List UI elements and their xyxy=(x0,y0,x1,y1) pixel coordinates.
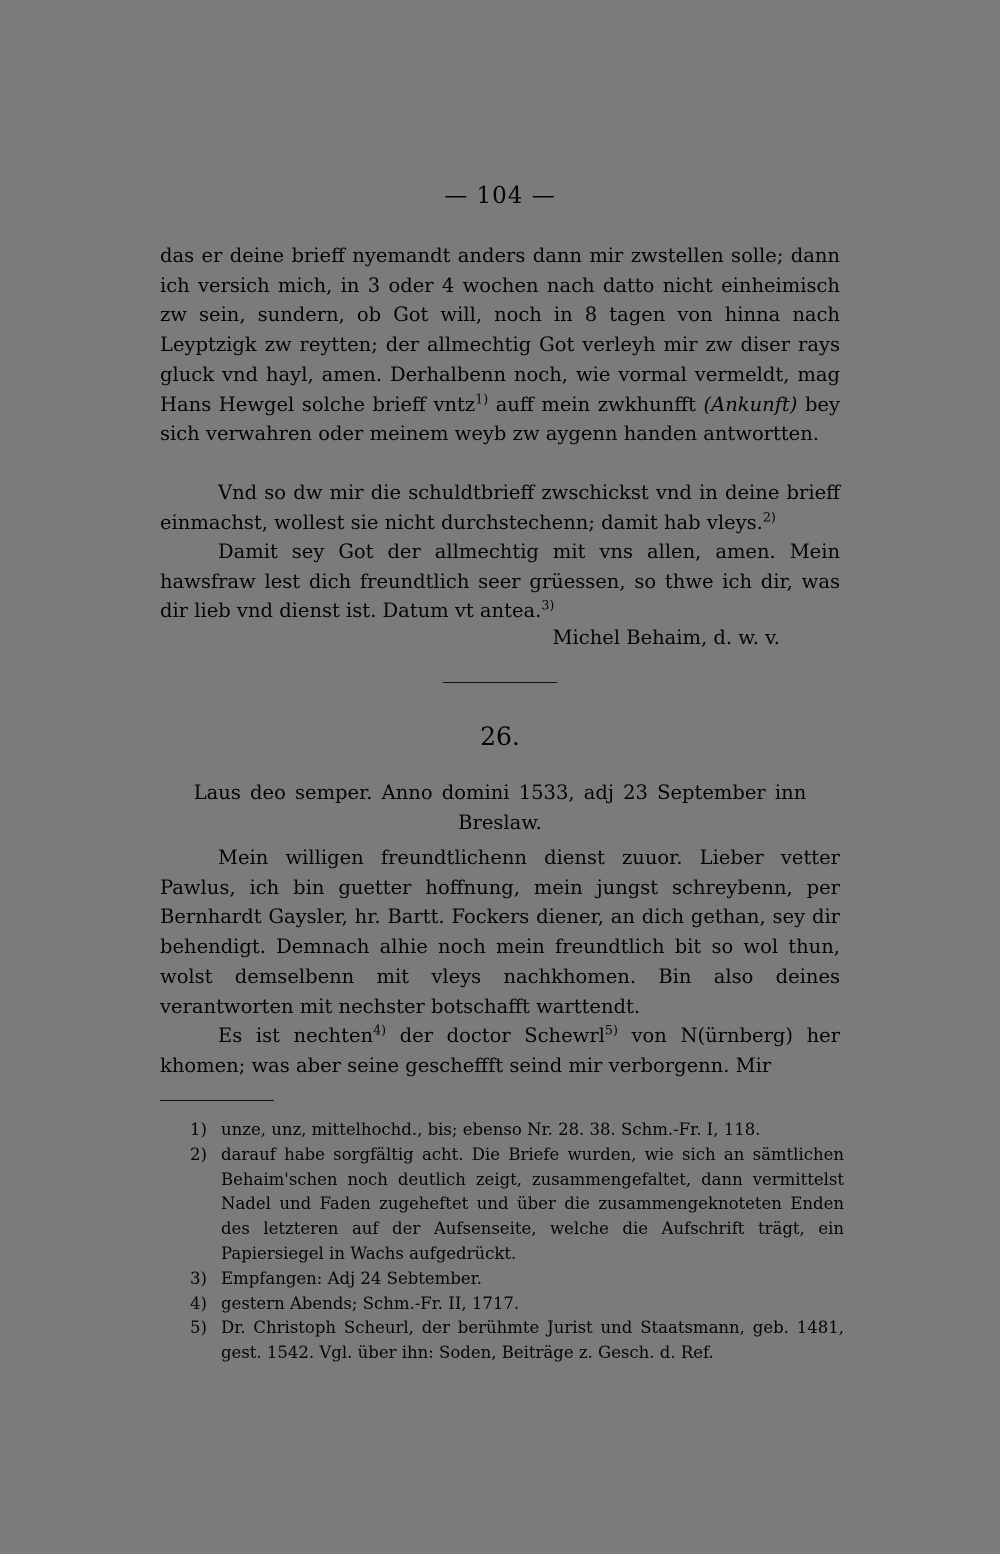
footnote-2 xyxy=(190,1143,844,1267)
paragraph-text: von N(ürnberg) her khomen; was aber seine gescheffft seind mir verborgenn. Mir xyxy=(160,1024,841,1077)
footnote-mark: 4) xyxy=(190,1293,207,1313)
footnote-text: gestern Abends; Schm.-Fr. II, 1717. xyxy=(221,1293,520,1313)
paragraph-text: auff mein zwkhunfft xyxy=(488,392,704,416)
letter-number: 26. xyxy=(480,722,520,751)
editor-gloss: (Ankunft) xyxy=(703,392,798,416)
footnote-ref-5: 5) xyxy=(604,1022,618,1038)
footnote-text: Empfangen: Adj 24 Sebtember. xyxy=(221,1268,482,1288)
paragraph-text: bey sich verwahren oder meinem weyb zw aygenn handen antwortten. xyxy=(160,392,840,446)
footnote-mark: 5) xyxy=(190,1318,207,1338)
body-paragraph-3 xyxy=(160,537,840,626)
paragraph-text: Es ist nechten xyxy=(218,1024,374,1047)
footnote-text: darauf habe sorgfältig acht. Die Briefe wurden, wie sich an sämtlichen Behaim'schen noch deutlich zeigt, zusammengefaltet, dann vermittelst Nadel und Faden zugeheftet und über die zusammengeknoteten Enden des letzteren auf der Aufsenseite, welche die Aufschrift trägt, ein Papiersiegel in Wachs aufgedrückt. xyxy=(221,1144,844,1263)
letter-heading-line-2: Breslaw. xyxy=(458,811,542,834)
signature: Michel Behaim, d. w. v. xyxy=(552,626,780,649)
paragraph-text: Vnd so dw mir die schuldtbrieff zwschickst vnd in deine brieff einmachst, wollest sie nicht durchstechenn; damit hab vleys. xyxy=(160,481,840,534)
footnote-ref-2: 2) xyxy=(762,509,776,525)
footnote-mark: 3) xyxy=(190,1268,207,1288)
footnote-ref-4: 4) xyxy=(373,1022,387,1038)
paragraph-text: Damit sey Got der allmechtig mit vns allen, amen. Mein hawsfraw lest dich freundtlich seer grüessen, so thwe ich dir, was dir lieb vnd dienst ist. Datum vt antea. xyxy=(160,540,840,623)
footnote-3 xyxy=(190,1267,844,1292)
footnote-5 xyxy=(190,1316,844,1366)
footnote-ref-1: 1) xyxy=(475,391,489,407)
footnote-1 xyxy=(190,1118,844,1143)
footnote-mark: 1) xyxy=(190,1120,207,1139)
footnote-text: Dr. Christoph Scheurl, der berühmte Jurist und Staatsmann, geb. 1481, gest. 1542. Vgl. über ihn: Soden, Beiträge z. Gesch. d. Ref. xyxy=(221,1318,844,1363)
paragraph-text: das er deine brieff nyemandt anders dann mir zwstellen solle; dann ich versich mich, in 3 oder 4 wochen nach datto nicht einheimisch zw sein, sundern, ob Got will, noch in 8 tagen von hinna nach Leyptzigk zw reytten; der allmechtig Got verleyh mir zw diser rays gluck vnd hayl, amen. Derhalbenn noch, wie vormal vermeldt, mag Hans Hewgel solche brieff vntz xyxy=(160,244,840,416)
paragraph-text: der doctor Schewrl xyxy=(386,1024,605,1047)
letter-heading-line-1: Laus deo semper. Anno domini 1533, adj 23 September inn xyxy=(193,781,807,804)
footnote-ref-3: 3) xyxy=(541,597,555,613)
footnote-divider xyxy=(160,1100,274,1101)
letter-paragraph-2 xyxy=(160,1021,840,1080)
footnote-4 xyxy=(190,1292,844,1317)
section-divider xyxy=(443,682,557,683)
footnotes xyxy=(190,1118,844,1366)
footnote-mark: 2) xyxy=(190,1144,207,1164)
letter-paragraph-1: Mein willigen freundtlichenn dienst zuuor. Lieber vetter Pawlus, ich bin guetter hoffnung, mein jungst schreybenn, per Bernhardt Gaysler, hr. Bartt. Fockers diener, an dich gethan, sey dir behendigt. Demnach alhie noch mein freundtlich bit so wol thun, wolst demselbenn mit vleys nachkhomen. Bin also deines verantworten mit nechster botschafft warttendt. xyxy=(160,846,840,1018)
body-paragraph-1 xyxy=(160,241,840,449)
footnote-text: unze, unz, mittelhochd., bis; ebenso Nr. 28. 38. Schm.-Fr. I, 118. xyxy=(221,1120,761,1139)
body-paragraph-2 xyxy=(160,478,840,537)
page-number: — 104 — xyxy=(444,183,556,209)
